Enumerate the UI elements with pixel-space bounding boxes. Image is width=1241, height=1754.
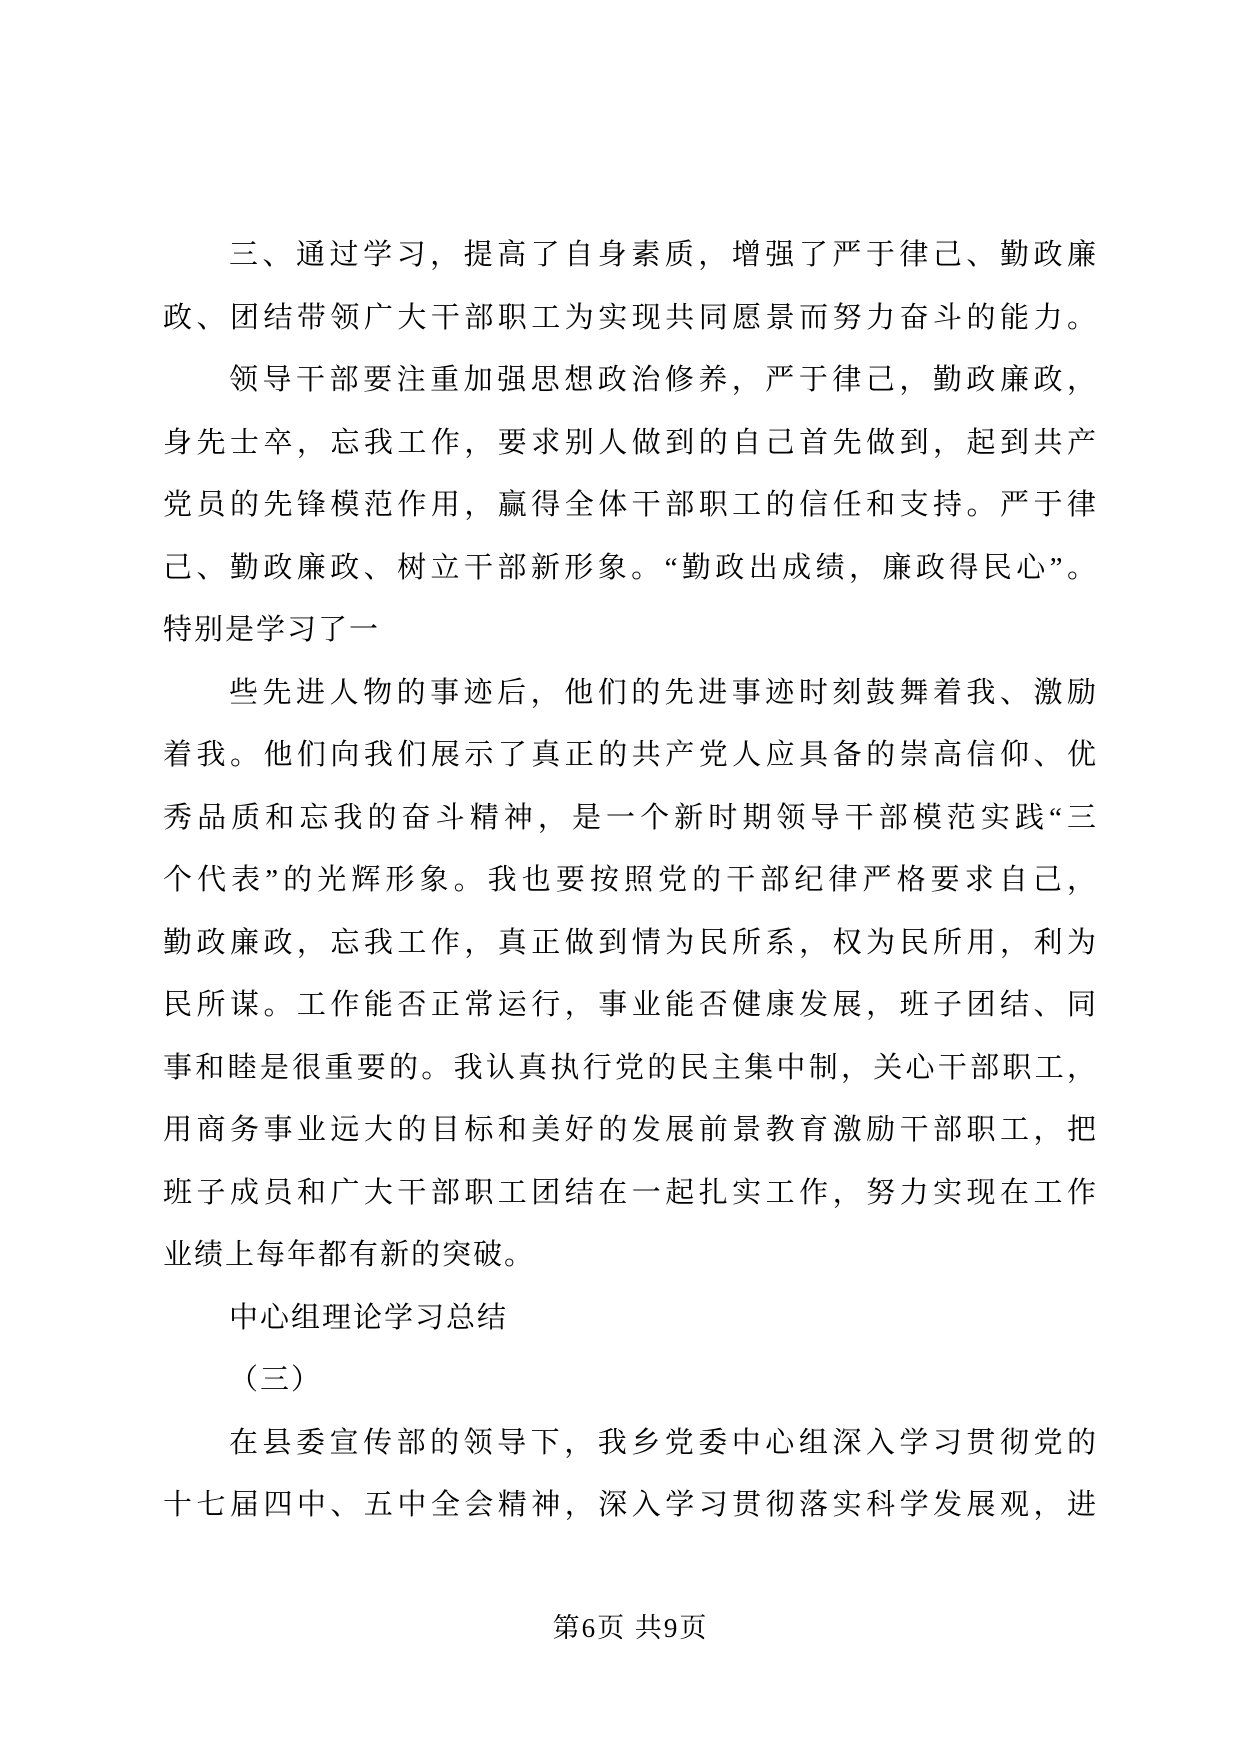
text-line: 领导干部要注重加强思想政治修养，严于律己，勤政廉政，: [229, 364, 1098, 396]
text-line: 三、通过学习，提高了自身素质，增强了严于律己、勤政廉: [229, 239, 1098, 271]
text-line: 己、勤政廉政、树立干部新形象。“勤政出成绩，廉政得民心”。: [163, 551, 1098, 584]
page-number: 第6页 共9页: [552, 1613, 709, 1643]
section-title: 中心组理论学习总结: [229, 1301, 509, 1334]
text-line: 在县委宣传部的领导下，我乡党委中心组深入学习贯彻党的: [229, 1426, 1098, 1459]
document-body: [163, 224, 1098, 1537]
text-line: 些先进人物的事迹后，他们的先进事迹时刻鼓舞着我、激励: [229, 676, 1098, 709]
text-line: 十七届四中、五中全会精神，深入学习贯彻落实科学发展观，进: [163, 1489, 1098, 1521]
page-footer: [163, 1608, 1098, 1648]
text-line: 勤政廉政，忘我工作，真正做到情为民所系，权为民所用，利为: [163, 926, 1098, 959]
text-line: 身先士卒，忘我工作，要求别人做到的自己首先做到，起到共产: [163, 426, 1098, 459]
text-line: 业绩上每年都有新的突破。: [163, 1239, 536, 1271]
text-line: 个代表”的光辉形象。我也要按照党的干部纪律严格要求自己，: [163, 864, 1098, 896]
text-line: 秀品质和忘我的奋斗精神，是一个新时期领导干部模范实践“三: [163, 801, 1098, 834]
text-line: 民所谋。工作能否正常运行，事业能否健康发展，班子团结、同: [163, 989, 1098, 1021]
text-line: 特别是学习了一: [163, 614, 381, 646]
text-line: 用商务事业远大的目标和美好的发展前景教育激励干部职工，把: [163, 1114, 1098, 1146]
text-line: 党员的先锋模范作用，赢得全体干部职工的信任和支持。严于律: [163, 489, 1098, 521]
text-line: 着我。他们向我们展示了真正的共产党人应具备的崇高信仰、优: [163, 739, 1098, 771]
text-line: 事和睦是很重要的。我认真执行党的民主集中制，关心干部职工，: [163, 1051, 1098, 1084]
section-number: （三）: [229, 1364, 323, 1396]
text-line: 政、团结带领广大干部职工为实现共同愿景而努力奋斗的能力。: [163, 301, 1098, 334]
text-line: 班子成员和广大干部职工团结在一起扎实工作，努力实现在工作: [163, 1176, 1098, 1209]
